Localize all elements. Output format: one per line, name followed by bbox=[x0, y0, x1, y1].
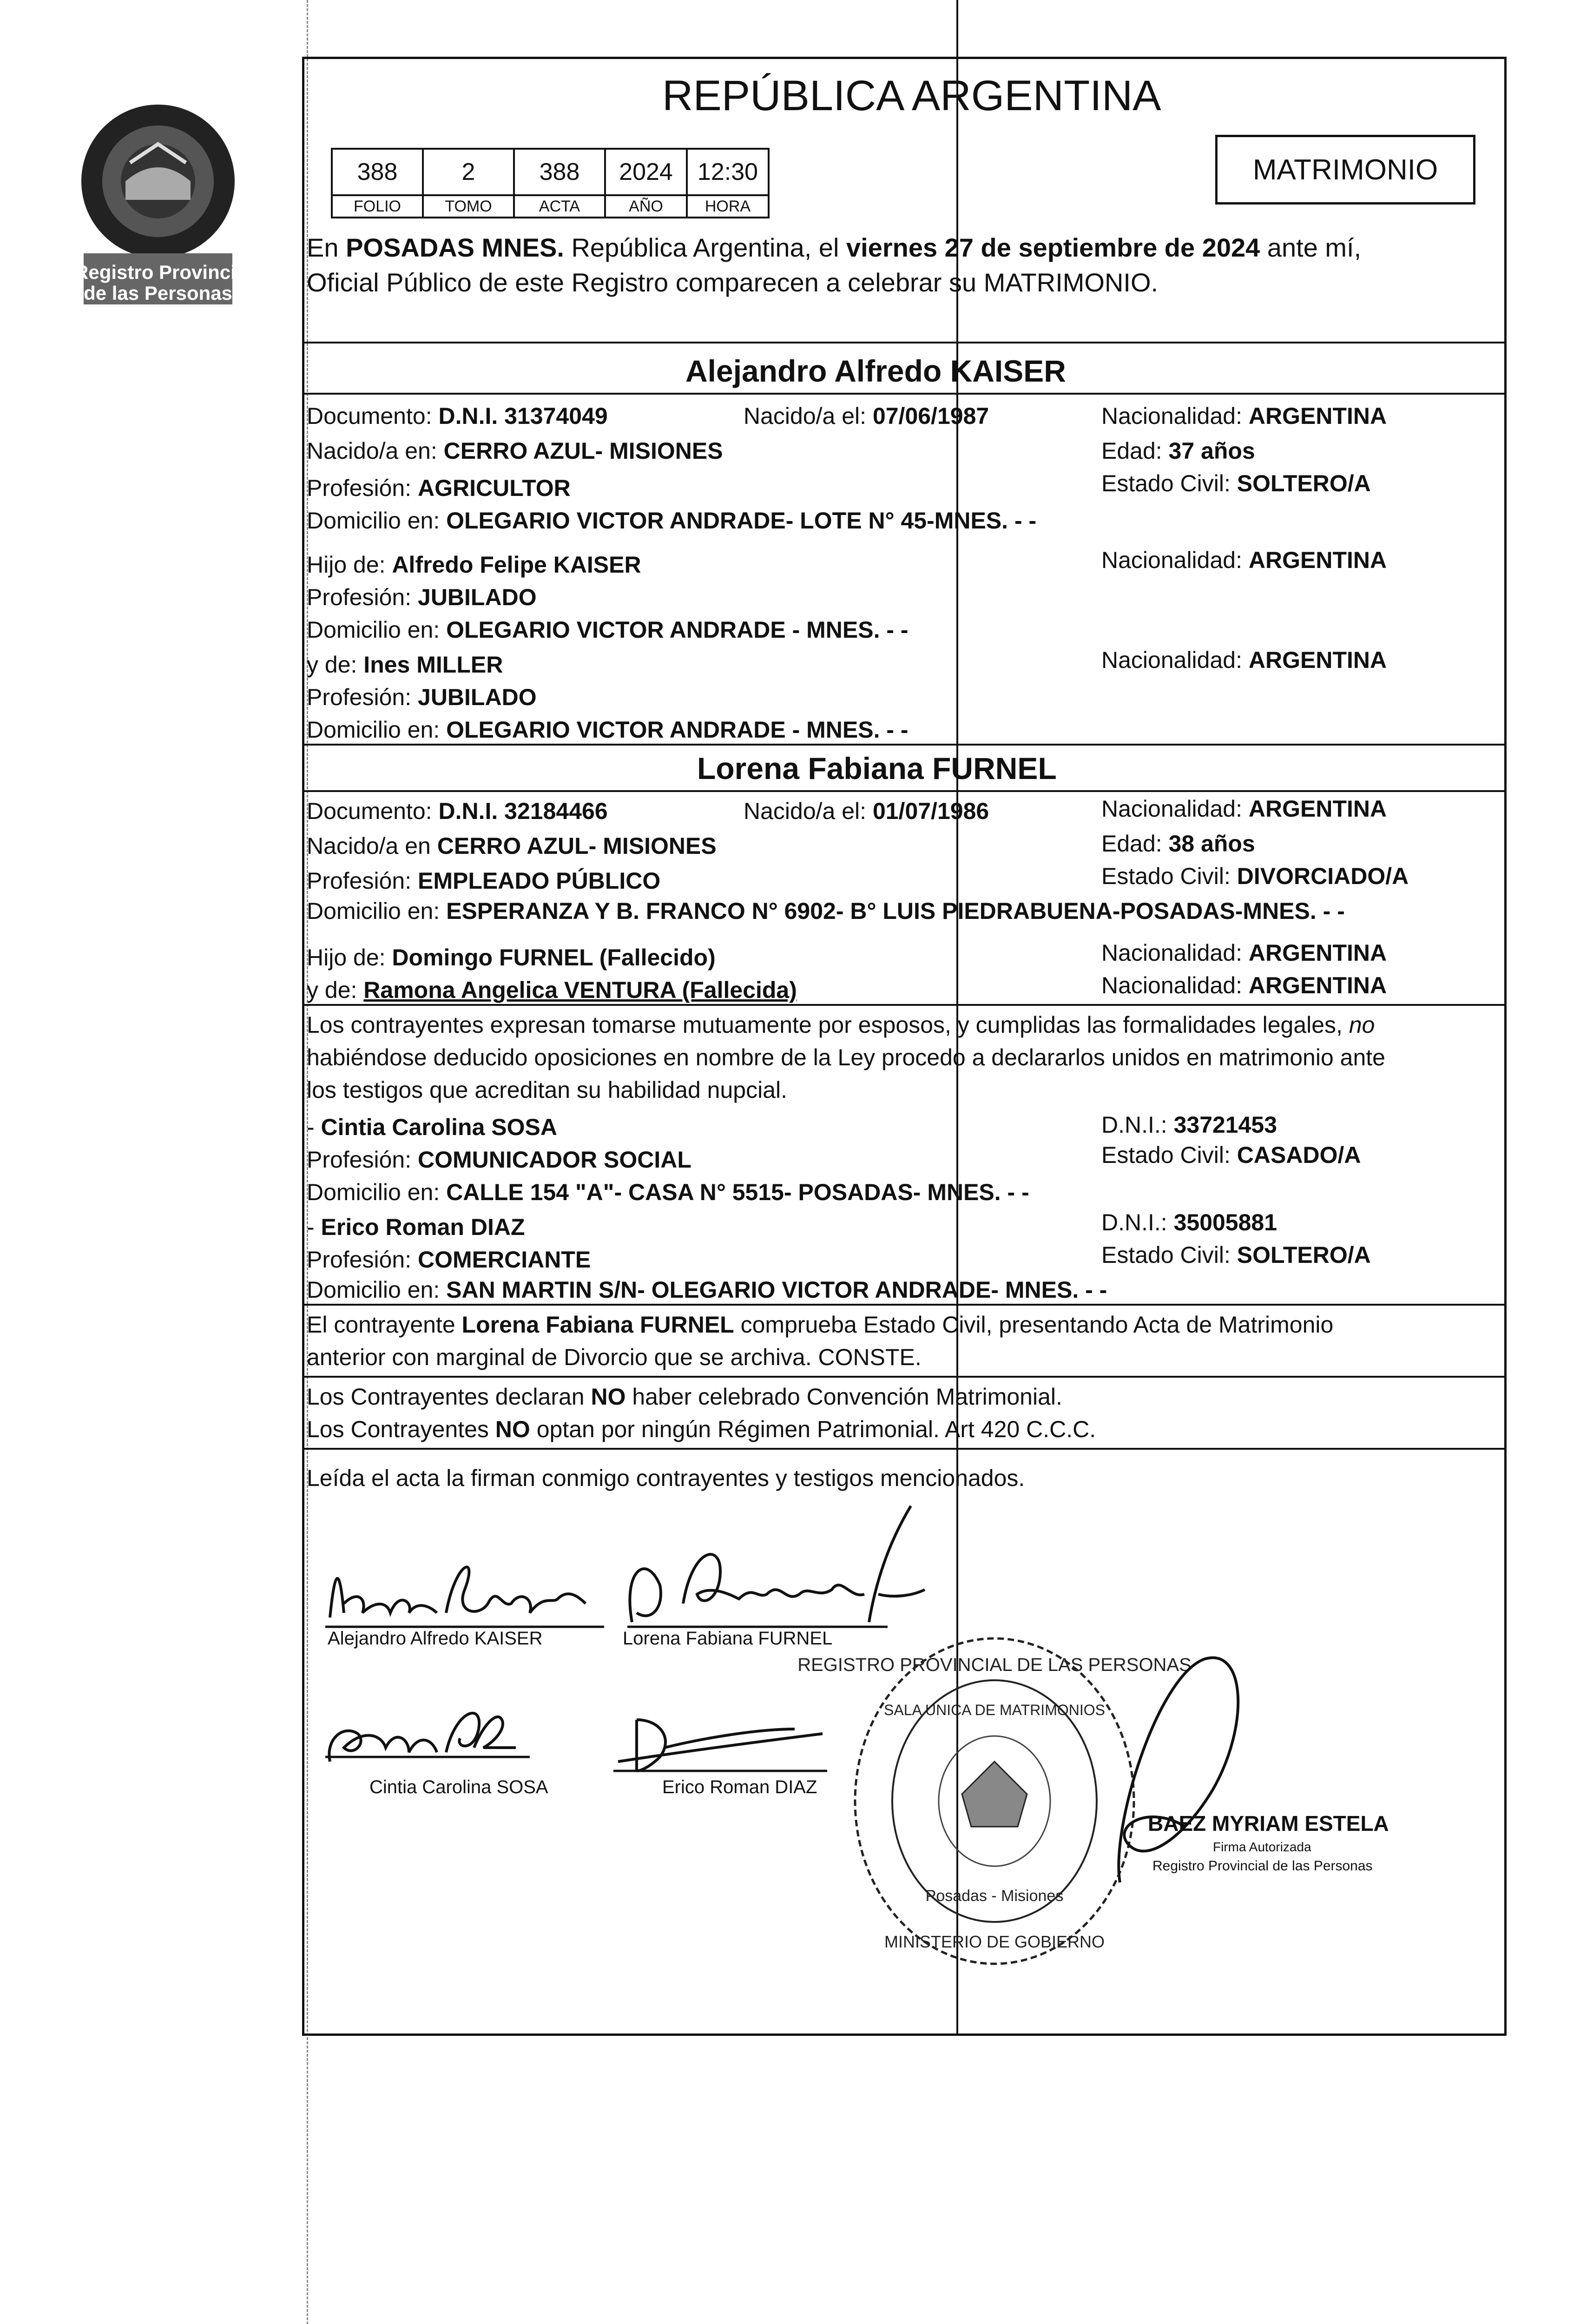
label: Hijo de: bbox=[307, 944, 392, 971]
text: comprueba Estado Civil, presentando Acta de Matrimonio bbox=[734, 1312, 1334, 1338]
value: SOLTERO/A bbox=[1237, 470, 1371, 496]
label: y de: bbox=[307, 977, 364, 1003]
value: D.N.I. 32184466 bbox=[438, 798, 608, 824]
value: DIVORCIADO/A bbox=[1237, 863, 1409, 889]
text: - bbox=[307, 1114, 321, 1140]
label: Domicilio en: bbox=[307, 617, 447, 643]
value: Cintia Carolina SOSA bbox=[321, 1114, 557, 1140]
label: Estado Civil: bbox=[1101, 470, 1237, 496]
label: Domicilio en: bbox=[307, 508, 447, 534]
value: ARGENTINA bbox=[1248, 403, 1387, 429]
text: optan por ningún Régimen Patrimonial. Art 420 C.C.C. bbox=[530, 1416, 1096, 1442]
label: Profesión: bbox=[307, 584, 418, 610]
value: OLEGARIO VICTOR ANDRADE- LOTE N° 45-MNES. - - bbox=[446, 508, 1037, 534]
value: 01/07/1986 bbox=[872, 798, 989, 824]
value: ARGENTINA bbox=[1248, 647, 1387, 673]
value: Erico Roman DIAZ bbox=[321, 1214, 525, 1240]
label: Edad: bbox=[1101, 438, 1169, 464]
label: Estado Civil: bbox=[1101, 1142, 1237, 1168]
t2-domicilio bbox=[307, 1278, 1107, 1301]
divider bbox=[302, 1448, 1507, 1450]
intro-text: ante mí, bbox=[1260, 233, 1362, 262]
intro-text: República Argentina, el bbox=[564, 233, 846, 262]
c2-padre-nacionalidad bbox=[1101, 941, 1387, 964]
value: COMERCIANTE bbox=[418, 1247, 591, 1273]
c1-padre bbox=[307, 553, 641, 576]
value: Ramona Angelica VENTURA (Fallecida) bbox=[363, 977, 797, 1003]
official-signature-icon bbox=[1092, 1650, 1287, 1892]
divider bbox=[302, 1304, 1507, 1306]
value: NO bbox=[495, 1416, 530, 1442]
signature-1-name: Alejandro Alfredo KAISER bbox=[328, 1628, 543, 1649]
folio-label: FOLIO bbox=[332, 195, 423, 218]
stamp-city-text: Posadas - Misiones bbox=[925, 1887, 1064, 1905]
t1-dni bbox=[1101, 1113, 1277, 1136]
value: CERRO AZUL- MISIONES bbox=[437, 833, 717, 859]
text: Los contrayentes expresan tomarse mutuamente por esposos, y cumplidas las formalidades legales, bbox=[307, 1012, 1349, 1038]
label: Documento: bbox=[307, 798, 439, 824]
value: AGRICULTOR bbox=[418, 475, 571, 501]
t1-domicilio bbox=[307, 1181, 1029, 1204]
c1-padre-nacionalidad bbox=[1101, 548, 1387, 572]
c1-estado-civil bbox=[1101, 472, 1371, 495]
value: ARGENTINA bbox=[1248, 940, 1387, 966]
stamp-outer-text: REGISTRO PROVINCIAL DE LAS PERSONAS bbox=[797, 1655, 1192, 1675]
c2-profesion bbox=[307, 869, 660, 892]
c1-madre-domicilio bbox=[307, 718, 908, 741]
value: CASADO/A bbox=[1237, 1142, 1361, 1168]
t1-profesion bbox=[307, 1148, 691, 1171]
declaracion-line3: los testigos que acreditan su habilidad nupcial. bbox=[307, 1077, 788, 1103]
value: 35005881 bbox=[1173, 1209, 1277, 1235]
label: D.N.I.: bbox=[1101, 1209, 1174, 1235]
logo-line1: Registro Provincial bbox=[74, 261, 252, 283]
text: no bbox=[1349, 1012, 1375, 1038]
hora-label: HORA bbox=[687, 195, 769, 218]
t1-estado-civil bbox=[1101, 1143, 1361, 1167]
text: haber celebrado Convención Matrimonial. bbox=[625, 1384, 1062, 1410]
c1-edad bbox=[1101, 439, 1255, 462]
tomo-label: TOMO bbox=[423, 195, 514, 218]
stamp-bottom-text: MINISTERIO DE GOBIERNO bbox=[884, 1932, 1105, 1951]
tipo-acta-box: MATRIMONIO bbox=[1215, 135, 1475, 205]
c2-estado-civil bbox=[1101, 865, 1409, 888]
hora-value: 12:30 bbox=[687, 149, 769, 195]
value: SOLTERO/A bbox=[1237, 1242, 1371, 1268]
divider bbox=[302, 790, 1507, 792]
value: ARGENTINA bbox=[1248, 972, 1387, 998]
divider bbox=[302, 744, 1507, 746]
value: ESPERANZA Y B. FRANCO N° 6902- B° LUIS PIEDRABUENA-POSADAS-MNES. - - bbox=[446, 898, 1345, 924]
c2-documento bbox=[307, 799, 608, 823]
intro-fecha: viernes 27 de septiembre de 2024 bbox=[846, 233, 1260, 262]
value: EMPLEADO PÚBLICO bbox=[418, 868, 661, 894]
divider bbox=[302, 1376, 1507, 1378]
nota-estado-line2: anterior con marginal de Divorcio que se archiva. CONSTE. bbox=[307, 1344, 922, 1370]
c1-documento bbox=[307, 404, 608, 428]
value: 07/06/1987 bbox=[872, 403, 989, 429]
t2-dni bbox=[1101, 1211, 1277, 1234]
label: Nacido/a en: bbox=[307, 438, 444, 464]
value: SAN MARTIN S/N- OLEGARIO VICTOR ANDRADE- MNES. - - bbox=[446, 1277, 1107, 1303]
signature-2-name: Lorena Fabiana FURNEL bbox=[623, 1628, 833, 1649]
c2-nacido-en bbox=[307, 834, 717, 858]
text: Los Contrayentes bbox=[307, 1416, 495, 1442]
c1-padre-profesion bbox=[307, 586, 537, 609]
t2-nombre bbox=[307, 1215, 525, 1239]
cierre-text: Leída el acta la firman conmigo contrayentes y testigos mencionados. bbox=[307, 1465, 1025, 1491]
stamp-inner-text: SALA UNICA DE MATRIMONIOS bbox=[884, 1702, 1105, 1718]
c1-madre-nacionalidad bbox=[1101, 648, 1387, 672]
t1-nombre bbox=[307, 1116, 557, 1139]
folio-value: 388 bbox=[332, 149, 423, 195]
label: Nacionalidad: bbox=[1101, 940, 1249, 966]
label: Profesión: bbox=[307, 684, 418, 710]
label: Edad: bbox=[1101, 831, 1169, 857]
oficial-nombre: BAEZ MYRIAM ESTELA bbox=[1148, 1811, 1389, 1835]
label: Domicilio en: bbox=[307, 898, 447, 924]
c2-madre bbox=[307, 978, 797, 1002]
label: D.N.I.: bbox=[1101, 1112, 1174, 1138]
oficial-registro: Registro Provincial de las Personas bbox=[1152, 1858, 1373, 1874]
anio-label: AÑO bbox=[605, 195, 687, 218]
page-title: REPÚBLICA ARGENTINA bbox=[662, 72, 1161, 119]
value: D.N.I. 31374049 bbox=[438, 403, 608, 429]
registro-logo bbox=[74, 88, 252, 307]
value: Domingo FURNEL (Fallecido) bbox=[392, 944, 716, 971]
label: Nacionalidad: bbox=[1101, 647, 1249, 673]
text: Los Contrayentes declaran bbox=[307, 1384, 591, 1410]
label: Domicilio en: bbox=[307, 1179, 447, 1205]
label: Nacionalidad: bbox=[1101, 547, 1249, 573]
c1-domicilio bbox=[307, 509, 1036, 532]
c1-profesion bbox=[307, 476, 571, 500]
c1-nacionalidad bbox=[1101, 404, 1387, 428]
label: Nacionalidad: bbox=[1101, 403, 1249, 429]
value: Ines MILLER bbox=[363, 652, 503, 678]
label: Nacido/a el: bbox=[744, 798, 873, 824]
signature-3-icon bbox=[316, 1683, 534, 1776]
text: El contrayente bbox=[307, 1312, 462, 1338]
value: JUBILADO bbox=[418, 684, 537, 710]
c1-nacido-en bbox=[307, 439, 723, 462]
contrayente1-name: Alejandro Alfredo KAISER bbox=[685, 354, 1066, 388]
label: y de: bbox=[307, 652, 364, 678]
intro-line2: Oficial Público de este Registro comparecen a celebrar su MATRIMONIO. bbox=[307, 268, 1159, 297]
signature-4-name: Erico Roman DIAZ bbox=[662, 1777, 817, 1797]
t2-profesion bbox=[307, 1248, 591, 1271]
convencion-line1 bbox=[307, 1385, 1062, 1408]
oficial-cargo: Firma Autorizada bbox=[1213, 1840, 1311, 1854]
c1-padre-domicilio bbox=[307, 618, 908, 641]
intro-lugar: POSADAS MNES. bbox=[346, 233, 564, 262]
c2-padre bbox=[307, 946, 716, 969]
tomo-value: 2 bbox=[423, 149, 514, 195]
value: 37 años bbox=[1168, 438, 1255, 464]
intro-text: En bbox=[307, 233, 346, 262]
t2-estado-civil bbox=[1101, 1243, 1371, 1267]
c2-domicilio bbox=[307, 899, 1345, 923]
divider bbox=[302, 342, 1507, 343]
value: JUBILADO bbox=[418, 584, 537, 610]
label: Documento: bbox=[307, 403, 439, 429]
label: Estado Civil: bbox=[1101, 1242, 1237, 1268]
registro-table bbox=[331, 148, 770, 218]
acta-label: ACTA bbox=[514, 195, 605, 218]
signature-2-icon bbox=[618, 1501, 943, 1645]
text: - bbox=[307, 1214, 321, 1240]
nota-estado-line1 bbox=[307, 1313, 1333, 1336]
label: Nacionalidad: bbox=[1101, 796, 1249, 822]
acta-value: 388 bbox=[514, 149, 605, 195]
signature-4-icon bbox=[609, 1701, 836, 1780]
value: COMUNICADOR SOCIAL bbox=[418, 1147, 691, 1173]
signature-1-icon bbox=[325, 1534, 613, 1641]
value: ARGENTINA bbox=[1248, 796, 1387, 822]
intro-line1 bbox=[307, 235, 1361, 261]
value: CERRO AZUL- MISIONES bbox=[443, 438, 723, 464]
c2-nacionalidad bbox=[1101, 797, 1387, 820]
label: Nacido/a el: bbox=[744, 403, 873, 429]
value: NO bbox=[591, 1384, 626, 1410]
value: OLEGARIO VICTOR ANDRADE - MNES. - - bbox=[446, 617, 908, 643]
convencion-line2 bbox=[307, 1418, 1096, 1441]
label: Estado Civil: bbox=[1101, 863, 1237, 889]
c1-madre-profesion bbox=[307, 686, 537, 709]
value: ARGENTINA bbox=[1248, 547, 1387, 573]
label: Profesión: bbox=[307, 868, 418, 894]
label: Nacido/a en bbox=[307, 833, 437, 859]
c2-edad bbox=[1101, 832, 1255, 855]
label: Hijo de: bbox=[307, 552, 392, 578]
declaracion-line1 bbox=[307, 1013, 1375, 1037]
value: 33721453 bbox=[1173, 1112, 1277, 1138]
value: Alfredo Felipe KAISER bbox=[392, 552, 641, 578]
value: OLEGARIO VICTOR ANDRADE - MNES. - - bbox=[446, 717, 908, 743]
declaracion-line2: habiéndose deducido oposiciones en nombre de la Ley procedo a declararlos unidos en matrimonio ante bbox=[307, 1044, 1385, 1070]
divider bbox=[302, 1004, 1507, 1006]
signature-3-name: Cintia Carolina SOSA bbox=[369, 1777, 548, 1797]
c1-madre bbox=[307, 653, 503, 676]
label: Domicilio en: bbox=[307, 717, 447, 743]
label: Profesión: bbox=[307, 1247, 418, 1273]
value: 38 años bbox=[1168, 831, 1255, 857]
logo-line2: de las Personas bbox=[84, 282, 232, 304]
label: Domicilio en: bbox=[307, 1277, 447, 1303]
anio-value: 2024 bbox=[605, 149, 687, 195]
divider bbox=[302, 393, 1507, 395]
value: CALLE 154 "A"- CASA N° 5515- POSADAS- MNES. - - bbox=[446, 1179, 1029, 1205]
label: Profesión: bbox=[307, 1147, 418, 1173]
contrayente2-name: Lorena Fabiana FURNEL bbox=[697, 751, 1057, 786]
c1-nacido-el bbox=[744, 404, 989, 428]
value: Lorena Fabiana FURNEL bbox=[461, 1312, 734, 1338]
c2-madre-nacionalidad bbox=[1101, 974, 1387, 997]
label: Nacionalidad: bbox=[1101, 972, 1249, 998]
label: Profesión: bbox=[307, 475, 418, 501]
c2-nacido-el bbox=[744, 799, 989, 823]
